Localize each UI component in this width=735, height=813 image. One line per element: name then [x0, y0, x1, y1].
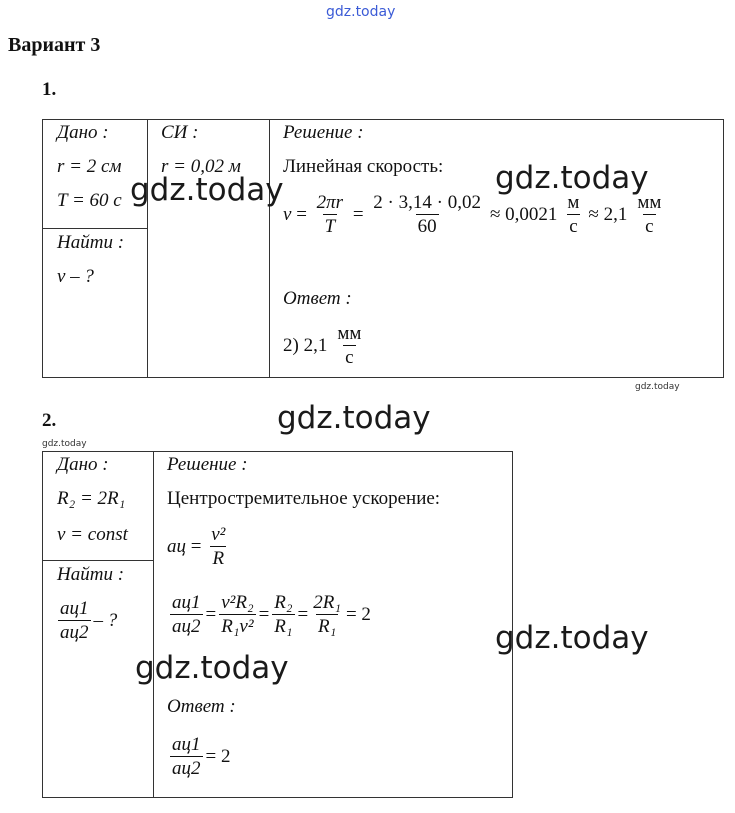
task1-fraction-2-den: 60 [417, 215, 437, 237]
task1-unit-1-den: с [569, 215, 578, 237]
task2-formula-2-lhs [170, 592, 203, 639]
task2-given-v: v = const [57, 524, 128, 545]
task2-formula-1-den: R [212, 547, 225, 569]
task1-table [42, 119, 724, 378]
task2-find-den: aц2 [60, 621, 89, 643]
task2-find-header: Найти : [57, 564, 125, 585]
task1-fraction-2 [371, 192, 483, 239]
task2-formula-2-f1-num: v²R₂ [221, 592, 254, 613]
watermark-3: gdz.today [277, 400, 431, 436]
task1-given-header: Дано : [57, 122, 109, 143]
task1-unit-1-num: м [567, 192, 580, 213]
task1-find-header: Найти : [57, 232, 125, 253]
task2-formula-1-num: v² [211, 524, 226, 545]
task1-find-value: v – ? [57, 266, 94, 287]
task2-divider [153, 452, 154, 797]
task1-fraction-2-num: 2 · 3,14 · 0,02 [373, 192, 481, 213]
task2-answer-num: aц1 [172, 734, 201, 755]
task1-answer-unit [335, 323, 363, 370]
task1-answer-unit-den: с [345, 346, 354, 368]
task1-given-r: r = 2 см [57, 156, 122, 177]
task1-answer-unit-num: мм [337, 323, 362, 344]
task1-answer-value: 2) 2,1 [283, 335, 328, 357]
task1-fraction-1-num: 2πr [316, 192, 344, 213]
site-watermark-top: gdz.today [326, 4, 396, 20]
task1-formula-lhs: v [283, 204, 292, 226]
task2-given-separator [43, 560, 153, 561]
task2-answer-den: aц2 [172, 757, 201, 779]
task2-solution-text: Центростремительное ускорение: [167, 488, 441, 509]
task1-given-T: T = 60 с [57, 190, 122, 211]
task1-given-separator [43, 228, 147, 229]
task1-fraction-1 [315, 192, 345, 239]
task2-formula-2-lhs-den: aц2 [172, 615, 201, 637]
task2-answer-result: = 2 [205, 746, 231, 768]
task1-unit-2-den: с [645, 215, 654, 237]
task2-formula-2-f2-num: R₂ [274, 592, 293, 613]
task1-answer [283, 323, 366, 370]
watermark-2: gdz.today [495, 160, 649, 196]
task1-number: 1. [42, 79, 57, 100]
task2-find [55, 598, 117, 645]
task2-formula-2-result: = 2 [345, 604, 371, 626]
task1-si-header: СИ : [161, 122, 199, 143]
task1-unit-2-num: мм [637, 192, 662, 213]
task2-answer [167, 734, 230, 781]
task2-formula-1-lhs: aц [167, 536, 186, 558]
task2-formula-1: aц = $\frac{\text{v²}}{R}$ [167, 524, 226, 569]
task1-approx-2: ≈ 2,1 [588, 204, 628, 226]
task2-formula-2-f3-num: 2R₁ [313, 592, 341, 613]
task2-answer-header: Ответ : [167, 696, 236, 717]
watermark-5: gdz.today [135, 650, 289, 686]
task2-given-R: R₂ = 2R₁ [57, 488, 126, 509]
task1-unit-1 [565, 192, 581, 239]
task1-divider-1 [147, 120, 148, 377]
task2-table [42, 451, 513, 798]
task1-solution-header: Решение : [283, 122, 364, 143]
task2-formula-2-f3-den: R₁ [317, 615, 337, 637]
task2-formula-1-fraction [209, 524, 227, 571]
task1-divider-2 [269, 120, 270, 377]
task2-find-suffix: – ? [93, 610, 118, 632]
task1-formula: v = $\frac{2\pi r}{T}$ = $\frac{2 \cdot 3,14 \cdot 0,02}{60}$ ≈ 0,0021 $\frac{м}{с}$ ≈ 2,1 $\frac{мм}{с}$ [283, 192, 662, 237]
task1-fraction-1-den: T [324, 215, 336, 237]
task1-si-r: r = 0,02 м [161, 156, 241, 177]
task2-formula-2-lhs-num: aц1 [172, 592, 201, 613]
watermark-1: gdz.today [130, 172, 284, 208]
task1-unit-2 [635, 192, 663, 239]
task2-solution-header: Решение : [167, 454, 248, 475]
task2-answer-fraction [170, 734, 203, 781]
task1-answer-header: Ответ : [283, 288, 352, 309]
task1-approx-1: ≈ 0,0021 [489, 204, 558, 226]
task2-find-fraction [58, 598, 91, 645]
task2-formula-2-f3 [311, 592, 343, 639]
watermark-small-1: gdz.today [635, 382, 680, 392]
task2-formula-2: $\frac{aц1}{aц2}$ = $\frac{\text{v²R₂}}{\text{R₁v²}}$ = $\frac{\text{R₂}}{\text{R₁}}$ = $\frac{\text{2R₁}}{\text{R₁}}$ = 2 [172, 592, 371, 637]
task2-formula-2-f1-den: R₁v² [221, 615, 254, 637]
task2-given-header: Дано : [57, 454, 109, 475]
variant-title: Вариант 3 [8, 34, 101, 56]
task2-find-num: aц1 [60, 598, 89, 619]
watermark-small-2: gdz.today [42, 439, 87, 449]
task1-solution-text: Линейная скорость: [283, 156, 444, 177]
task2-formula-2-f2 [272, 592, 294, 639]
task2-number: 2. [42, 410, 57, 431]
task2-formula-2-f2-den: R₁ [274, 615, 293, 637]
watermark-4: gdz.today [495, 620, 649, 656]
task2-formula-2-f1 [219, 592, 255, 639]
